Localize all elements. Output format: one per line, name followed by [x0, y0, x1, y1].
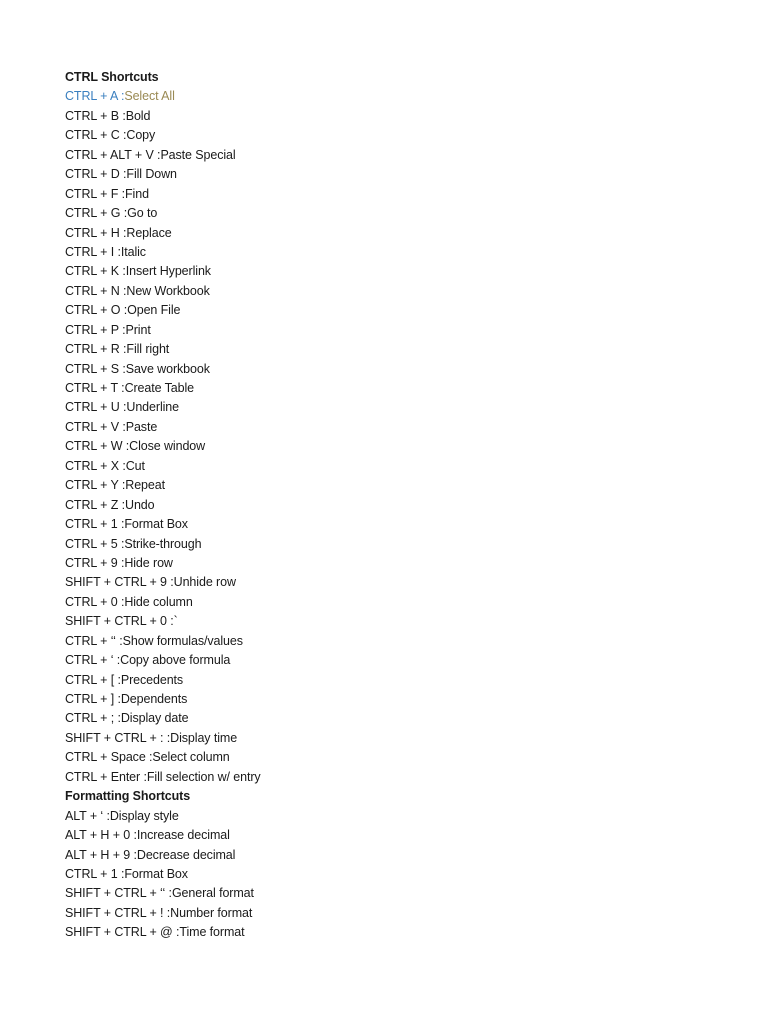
shortcut-key: CTRL + [ :: [65, 672, 121, 687]
shortcut-key: CTRL + B :: [65, 108, 126, 123]
shortcut-line: [65, 146, 745, 165]
shortcut-line: [65, 340, 745, 359]
shortcut-line: [65, 573, 745, 592]
shortcut-line: [65, 243, 745, 262]
shortcut-line: [65, 690, 745, 709]
shortcut-line: [65, 379, 745, 398]
shortcut-line: [65, 496, 745, 515]
shortcut-line: [65, 224, 745, 243]
shortcut-key: CTRL + Space :: [65, 750, 153, 765]
shortcut-key: CTRL + U :: [65, 400, 127, 415]
shortcut-key: CTRL + 1 :: [65, 517, 125, 532]
shortcut-key: CTRL + P :: [65, 322, 126, 337]
shortcut-key: CTRL + D :: [65, 167, 127, 182]
shortcut-description: Select column: [152, 750, 230, 765]
shortcut-line: [65, 826, 745, 845]
shortcut-key: CTRL + ; :: [65, 711, 121, 726]
shortcut-key: CTRL + R :: [65, 342, 127, 357]
shortcut-line: [65, 437, 745, 456]
shortcut-key: SHIFT + CTRL + 0 :: [65, 614, 174, 629]
shortcut-description: Cut: [125, 458, 145, 473]
shortcut-description: Increase decimal: [136, 828, 230, 843]
shortcut-line: [65, 748, 745, 767]
shortcut-line: [65, 282, 745, 301]
shortcut-description: Number format: [170, 905, 253, 920]
shortcut-key: CTRL + Z :: [65, 497, 126, 512]
shortcut-key: ALT + H + 0 :: [65, 828, 137, 843]
shortcut-description: Hide column: [124, 594, 193, 609]
shortcut-line: [65, 185, 745, 204]
shortcut-description: Hide row: [124, 555, 173, 570]
shortcut-key: CTRL + 1 :: [65, 866, 125, 881]
shortcut-line: [65, 360, 745, 379]
shortcut-key: CTRL + K :: [65, 264, 126, 279]
shortcut-key: CTRL + W :: [65, 439, 130, 454]
shortcut-line: [65, 904, 745, 923]
shortcut-description: Strike-through: [124, 536, 202, 551]
shortcut-line: [65, 651, 745, 670]
shortcut-key: CTRL + A :: [65, 89, 125, 104]
shortcut-description: Show formulas/values: [122, 633, 243, 648]
shortcut-key: CTRL + O :: [65, 303, 128, 318]
shortcut-key: CTRL + C :: [65, 128, 127, 143]
shortcut-description: Display time: [170, 730, 238, 745]
shortcut-description: Copy above formula: [120, 653, 231, 668]
shortcut-key: ALT + ‘ :: [65, 808, 110, 823]
shortcut-description: `: [173, 614, 178, 629]
shortcut-line: [65, 865, 745, 884]
shortcut-description: Copy: [126, 128, 156, 143]
shortcut-key: CTRL + S :: [65, 361, 126, 376]
shortcut-key: SHIFT + CTRL + ‘‘ :: [65, 886, 172, 901]
shortcut-description: Fill Down: [126, 167, 177, 182]
shortcut-line: [65, 165, 745, 184]
shortcut-description: Replace: [126, 225, 172, 240]
section-heading-ctrl: CTRL Shortcuts: [65, 70, 159, 84]
shortcut-line: [65, 612, 745, 631]
shortcut-description: Print: [125, 322, 151, 337]
shortcut-line: [65, 593, 745, 612]
shortcut-description: New Workbook: [126, 283, 210, 298]
shortcut-description: Save workbook: [125, 361, 210, 376]
shortcut-line: [65, 846, 745, 865]
shortcut-description: Go to: [127, 206, 158, 221]
shortcut-description: Undo: [125, 497, 155, 512]
shortcut-key: CTRL + T :: [65, 381, 125, 395]
shortcut-line: [65, 535, 745, 554]
shortcut-description: Repeat: [125, 478, 165, 493]
shortcut-line: [65, 729, 745, 748]
shortcut-description: Precedents: [120, 672, 184, 687]
shortcut-description: Italic: [120, 244, 146, 259]
shortcut-line: [65, 807, 745, 826]
shortcut-line: [65, 204, 745, 223]
ctrl-shortcut-list: [65, 87, 745, 787]
shortcut-key: CTRL + 9 :: [65, 555, 125, 570]
shortcut-line: [65, 632, 745, 651]
shortcut-description: Insert Hyperlink: [125, 264, 211, 279]
shortcut-description: Paste Special: [160, 147, 236, 162]
shortcut-key: CTRL + ALT + V :: [65, 147, 161, 162]
shortcut-key: SHIFT + CTRL + : :: [65, 730, 171, 745]
shortcut-line: [65, 923, 745, 942]
shortcut-description: Display style: [109, 808, 179, 823]
shortcut-key: CTRL + H :: [65, 225, 127, 240]
shortcut-key: CTRL + I :: [65, 244, 121, 259]
shortcut-line: [65, 884, 745, 903]
shortcut-description: Time format: [179, 925, 245, 940]
shortcut-key: CTRL + 0 :: [65, 594, 125, 609]
shortcut-line: [65, 709, 745, 728]
shortcut-line: [65, 768, 745, 787]
shortcut-line: [65, 126, 745, 145]
shortcut-key: SHIFT + CTRL + @ :: [65, 925, 180, 940]
shortcut-key: SHIFT + CTRL + ! :: [65, 905, 171, 920]
shortcut-line: [65, 476, 745, 495]
shortcut-key: CTRL + X :: [65, 458, 126, 473]
shortcut-description: Bold: [125, 108, 151, 123]
document-page: [65, 68, 745, 943]
shortcut-key: SHIFT + CTRL + 9 :: [65, 575, 174, 590]
shortcut-key: CTRL + F :: [65, 186, 126, 201]
shortcut-key: ALT + H + 9 :: [65, 847, 137, 862]
shortcut-description: Paste: [125, 419, 158, 434]
shortcut-line: [65, 515, 745, 534]
shortcut-line: [65, 87, 745, 106]
shortcut-description: Format Box: [124, 517, 188, 532]
shortcut-description: Decrease decimal: [136, 847, 236, 862]
shortcut-key: CTRL + ‘ :: [65, 653, 121, 668]
shortcut-line: [65, 262, 745, 281]
section-heading-formatting: Formatting Shortcuts: [65, 789, 191, 804]
shortcut-key: CTRL + Enter :: [65, 769, 147, 784]
shortcut-line: [65, 398, 745, 417]
shortcut-description: Open File: [127, 303, 181, 318]
shortcut-key: CTRL + N :: [65, 283, 127, 298]
formatting-shortcut-list: [65, 807, 745, 943]
shortcut-line: [65, 554, 745, 573]
shortcut-key: CTRL + ‘‘ :: [65, 633, 123, 648]
shortcut-description: Find: [125, 186, 149, 201]
shortcut-description: Unhide row: [173, 575, 236, 590]
shortcut-description: Format Box: [124, 866, 188, 881]
shortcut-key: CTRL + ] :: [65, 692, 121, 706]
shortcut-line: [65, 671, 745, 690]
shortcut-line: [65, 457, 745, 476]
shortcut-key: CTRL + Y :: [65, 478, 126, 493]
shortcut-description: Select All: [124, 89, 175, 104]
shortcut-line: [65, 418, 745, 437]
shortcut-key: CTRL + V :: [65, 419, 126, 434]
shortcut-description: Fill right: [126, 342, 170, 357]
shortcut-description: Display date: [120, 711, 189, 726]
shortcut-line: [65, 301, 745, 320]
shortcut-key: CTRL + 5 :: [65, 536, 125, 551]
shortcut-line: [65, 107, 745, 126]
shortcut-description: Dependents: [120, 692, 188, 706]
shortcut-description: Fill selection w/ entry: [146, 769, 261, 784]
shortcut-line: [65, 321, 745, 340]
shortcut-description: General format: [171, 886, 254, 901]
shortcut-description: Create Table: [124, 381, 195, 395]
shortcut-description: Underline: [126, 400, 180, 415]
shortcut-description: Close window: [129, 439, 206, 454]
shortcut-key: CTRL + G :: [65, 206, 128, 221]
